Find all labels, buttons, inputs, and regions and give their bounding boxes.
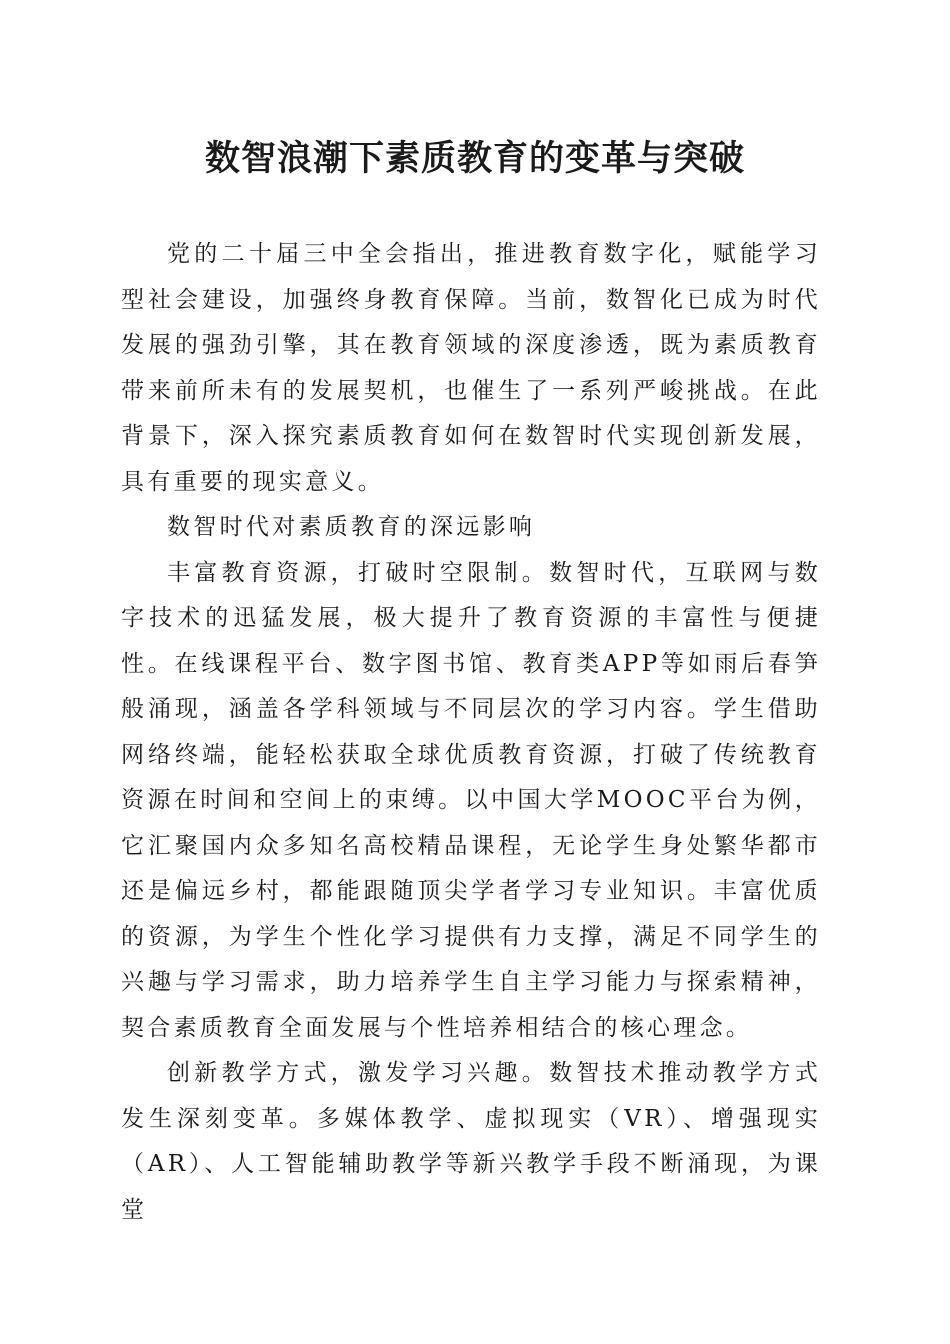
resources-paragraph: 丰富教育资源，打破时空限制。数智时代，互联网与数字技术的迅猛发展，极大提升了教育资源的丰富性与便捷性。在线课程平台、数字图书馆、教育类APP等如雨后春笋般涌现，涵盖各学科领域与不同层次的学习内容。学生借助网络终端，能轻松获取全球优质教育资源，打破了传统教育资源在时间和空间上的束缚。以中国大学MOOC平台为例，它汇聚国内众多知名高校精品课程，无论学生身处繁华都市还是偏远乡村，都能跟随顶尖学者学习专业知识。丰富优质的资源，为学生个性化学习提供有力支撑，满足不同学生的兴趣与学习需求，助力培养学生自主学习能力与探索精神，契合素质教育全面发展与个性培养相结合的核心理念。 [121,559,821,1041]
section-heading: 数智时代对素质教育的深远影响 [167,514,536,540]
teaching-methods-paragraph: 创新教学方式，激发学习兴趣。数智技术推动教学方式发生深刻变革。多媒体教学、虚拟现实（VR）、增强现实（AR）、人工智能辅助教学等新兴教学手段不断涌现，为课堂 [121,1060,821,1223]
intro-paragraph: 党的二十届三中全会指出，推进教育数字化，赋能学习型社会建设，加强终身教育保障。当前，数智化已成为时代发展的强劲引擎，其在教育领域的深度渗透，既为素质教育带来前所未有的发展契机，也催生了一系列严峻挑战。在此背景下，深入探究素质教育如何在数智时代实现创新发展，具有重要的现实意义。 [121,241,821,495]
document-title: 数智浪潮下素质教育的变革与突破 [204,138,745,179]
document-body [121,232,821,1233]
